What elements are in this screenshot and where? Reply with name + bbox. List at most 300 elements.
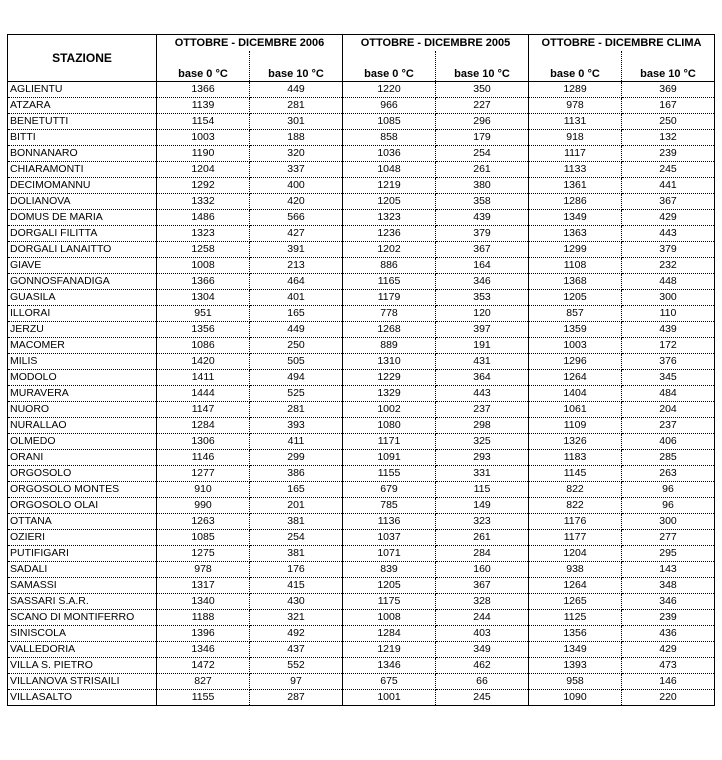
- value-cell: 1090: [529, 690, 622, 706]
- value-cell: 301: [250, 114, 343, 130]
- value-cell: 353: [436, 290, 529, 306]
- value-cell: 244: [436, 610, 529, 626]
- value-cell: 1085: [343, 114, 436, 130]
- value-cell: 167: [622, 98, 715, 114]
- value-cell: 1359: [529, 322, 622, 338]
- value-cell: 261: [436, 530, 529, 546]
- value-cell: 1263: [157, 514, 250, 530]
- table-row: [8, 290, 715, 306]
- value-cell: 1125: [529, 610, 622, 626]
- table-row: [8, 162, 715, 178]
- value-cell: 176: [250, 562, 343, 578]
- station-name-cell: BITTI: [8, 130, 157, 146]
- value-cell: 958: [529, 674, 622, 690]
- group-header-2005: OTTOBRE - DICEMBRE 2005: [343, 35, 529, 52]
- value-cell: 191: [436, 338, 529, 354]
- value-cell: 822: [529, 482, 622, 498]
- value-cell: 1204: [529, 546, 622, 562]
- value-cell: 1265: [529, 594, 622, 610]
- station-name-cell: ORANI: [8, 450, 157, 466]
- value-cell: 1155: [343, 466, 436, 482]
- value-cell: 1205: [343, 578, 436, 594]
- sub-header-2006-base10: base 10 °C: [250, 51, 343, 82]
- value-cell: 227: [436, 98, 529, 114]
- value-cell: 298: [436, 418, 529, 434]
- value-cell: 1146: [157, 450, 250, 466]
- value-cell: 448: [622, 274, 715, 290]
- value-cell: 115: [436, 482, 529, 498]
- value-cell: 966: [343, 98, 436, 114]
- table-row: [8, 370, 715, 386]
- value-cell: 220: [622, 690, 715, 706]
- value-cell: 990: [157, 498, 250, 514]
- value-cell: 96: [622, 498, 715, 514]
- value-cell: 323: [436, 514, 529, 530]
- value-cell: 261: [436, 162, 529, 178]
- value-cell: 439: [436, 210, 529, 226]
- station-name-cell: JERZU: [8, 322, 157, 338]
- value-cell: 165: [250, 306, 343, 322]
- value-cell: 1171: [343, 434, 436, 450]
- degree-days-table: [7, 34, 715, 706]
- value-cell: 1179: [343, 290, 436, 306]
- station-name-cell: AGLIENTU: [8, 82, 157, 98]
- table-row: [8, 578, 715, 594]
- value-cell: 1306: [157, 434, 250, 450]
- table-row: [8, 322, 715, 338]
- value-cell: 143: [622, 562, 715, 578]
- group-header-2006: OTTOBRE - DICEMBRE 2006: [157, 35, 343, 52]
- value-cell: 1003: [157, 130, 250, 146]
- table-row: [8, 514, 715, 530]
- value-cell: 293: [436, 450, 529, 466]
- table-row: [8, 402, 715, 418]
- value-cell: 1472: [157, 658, 250, 674]
- value-cell: 1332: [157, 194, 250, 210]
- value-cell: 1323: [343, 210, 436, 226]
- station-name-cell: CHIARAMONTI: [8, 162, 157, 178]
- value-cell: 1420: [157, 354, 250, 370]
- value-cell: 1275: [157, 546, 250, 562]
- table-row: [8, 146, 715, 162]
- station-name-cell: NUORO: [8, 402, 157, 418]
- value-cell: 277: [622, 530, 715, 546]
- value-cell: 1404: [529, 386, 622, 402]
- table-row: [8, 226, 715, 242]
- station-name-cell: VILLASALTO: [8, 690, 157, 706]
- value-cell: 97: [250, 674, 343, 690]
- value-cell: 427: [250, 226, 343, 242]
- station-name-cell: ORGOSOLO: [8, 466, 157, 482]
- value-cell: 237: [622, 418, 715, 434]
- station-name-cell: SINISCOLA: [8, 626, 157, 642]
- table-row: [8, 98, 715, 114]
- value-cell: 415: [250, 578, 343, 594]
- station-name-cell: MURAVERA: [8, 386, 157, 402]
- value-cell: 1205: [343, 194, 436, 210]
- value-cell: 381: [250, 546, 343, 562]
- value-cell: 149: [436, 498, 529, 514]
- value-cell: 376: [622, 354, 715, 370]
- station-name-cell: SADALI: [8, 562, 157, 578]
- value-cell: 1292: [157, 178, 250, 194]
- value-cell: 337: [250, 162, 343, 178]
- value-cell: 346: [622, 594, 715, 610]
- value-cell: 938: [529, 562, 622, 578]
- station-name-cell: ATZARA: [8, 98, 157, 114]
- value-cell: 1176: [529, 514, 622, 530]
- value-cell: 400: [250, 178, 343, 194]
- value-cell: 505: [250, 354, 343, 370]
- station-name-cell: DORGALI FILITTA: [8, 226, 157, 242]
- value-cell: 1139: [157, 98, 250, 114]
- value-cell: 1356: [529, 626, 622, 642]
- table-row: [8, 386, 715, 402]
- station-name-cell: GIAVE: [8, 258, 157, 274]
- value-cell: 358: [436, 194, 529, 210]
- value-cell: 886: [343, 258, 436, 274]
- value-cell: 1393: [529, 658, 622, 674]
- value-cell: 1165: [343, 274, 436, 290]
- value-cell: 566: [250, 210, 343, 226]
- value-cell: 1219: [343, 178, 436, 194]
- value-cell: 300: [622, 514, 715, 530]
- station-column-header: STAZIONE: [8, 35, 157, 82]
- station-name-cell: OLMEDO: [8, 434, 157, 450]
- value-cell: 462: [436, 658, 529, 674]
- value-cell: 1155: [157, 690, 250, 706]
- station-name-cell: NURALLAO: [8, 418, 157, 434]
- value-cell: 254: [436, 146, 529, 162]
- value-cell: 436: [622, 626, 715, 642]
- value-cell: 492: [250, 626, 343, 642]
- value-cell: 1002: [343, 402, 436, 418]
- value-cell: 1036: [343, 146, 436, 162]
- value-cell: 1349: [529, 642, 622, 658]
- table-row: [8, 114, 715, 130]
- value-cell: 1202: [343, 242, 436, 258]
- value-cell: 299: [250, 450, 343, 466]
- value-cell: 1284: [157, 418, 250, 434]
- value-cell: 350: [436, 82, 529, 98]
- station-name-cell: ORGOSOLO MONTES: [8, 482, 157, 498]
- table-row: [8, 482, 715, 498]
- value-cell: 1086: [157, 338, 250, 354]
- station-name-cell: DOMUS DE MARIA: [8, 210, 157, 226]
- value-cell: 1131: [529, 114, 622, 130]
- station-name-cell: BENETUTTI: [8, 114, 157, 130]
- value-cell: 1349: [529, 210, 622, 226]
- value-cell: 1190: [157, 146, 250, 162]
- value-cell: 443: [622, 226, 715, 242]
- value-cell: 1188: [157, 610, 250, 626]
- value-cell: 250: [250, 338, 343, 354]
- station-name-cell: GUASILA: [8, 290, 157, 306]
- value-cell: 1289: [529, 82, 622, 98]
- value-cell: 406: [622, 434, 715, 450]
- table-row: [8, 594, 715, 610]
- value-cell: 331: [436, 466, 529, 482]
- value-cell: 110: [622, 306, 715, 322]
- station-name-cell: DECIMOMANNU: [8, 178, 157, 194]
- value-cell: 403: [436, 626, 529, 642]
- value-cell: 494: [250, 370, 343, 386]
- sub-header-2006-base0: base 0 °C: [157, 51, 250, 82]
- value-cell: 1363: [529, 226, 622, 242]
- value-cell: 320: [250, 146, 343, 162]
- value-cell: 1037: [343, 530, 436, 546]
- value-cell: 525: [250, 386, 343, 402]
- station-name-cell: SASSARI S.A.R.: [8, 594, 157, 610]
- value-cell: 1061: [529, 402, 622, 418]
- value-cell: 420: [250, 194, 343, 210]
- value-cell: 364: [436, 370, 529, 386]
- value-cell: 345: [622, 370, 715, 386]
- station-name-cell: VILLANOVA STRISAILI: [8, 674, 157, 690]
- value-cell: 1444: [157, 386, 250, 402]
- value-cell: 397: [436, 322, 529, 338]
- value-cell: 172: [622, 338, 715, 354]
- value-cell: 348: [622, 578, 715, 594]
- value-cell: 1296: [529, 354, 622, 370]
- value-cell: 346: [436, 274, 529, 290]
- value-cell: 429: [622, 642, 715, 658]
- sub-header-clima-base10: base 10 °C: [622, 51, 715, 82]
- value-cell: 295: [622, 546, 715, 562]
- value-cell: 1008: [343, 610, 436, 626]
- table-row: [8, 434, 715, 450]
- value-cell: 239: [622, 610, 715, 626]
- value-cell: 1109: [529, 418, 622, 434]
- value-cell: 1326: [529, 434, 622, 450]
- table-row: [8, 466, 715, 482]
- table-row: [8, 546, 715, 562]
- value-cell: 449: [250, 322, 343, 338]
- value-cell: 918: [529, 130, 622, 146]
- value-cell: 1284: [343, 626, 436, 642]
- value-cell: 1361: [529, 178, 622, 194]
- sub-header-2005-base0: base 0 °C: [343, 51, 436, 82]
- value-cell: 443: [436, 386, 529, 402]
- value-cell: 1356: [157, 322, 250, 338]
- value-cell: 164: [436, 258, 529, 274]
- value-cell: 66: [436, 674, 529, 690]
- table-row: [8, 418, 715, 434]
- value-cell: 245: [436, 690, 529, 706]
- value-cell: 1003: [529, 338, 622, 354]
- table-row: [8, 562, 715, 578]
- value-cell: 858: [343, 130, 436, 146]
- value-cell: 204: [622, 402, 715, 418]
- value-cell: 1133: [529, 162, 622, 178]
- table-row: [8, 306, 715, 322]
- value-cell: 281: [250, 98, 343, 114]
- value-cell: 1258: [157, 242, 250, 258]
- station-name-cell: DOLIANOVA: [8, 194, 157, 210]
- value-cell: 464: [250, 274, 343, 290]
- value-cell: 1268: [343, 322, 436, 338]
- value-cell: 1145: [529, 466, 622, 482]
- station-name-cell: DORGALI LANAITTO: [8, 242, 157, 258]
- value-cell: 439: [622, 322, 715, 338]
- value-cell: 232: [622, 258, 715, 274]
- value-cell: 1323: [157, 226, 250, 242]
- value-cell: 254: [250, 530, 343, 546]
- value-cell: 386: [250, 466, 343, 482]
- value-cell: 367: [436, 578, 529, 594]
- table-body: [8, 82, 715, 706]
- table-row: [8, 354, 715, 370]
- value-cell: 391: [250, 242, 343, 258]
- value-cell: 188: [250, 130, 343, 146]
- table-row: [8, 498, 715, 514]
- value-cell: 263: [622, 466, 715, 482]
- station-name-cell: MILIS: [8, 354, 157, 370]
- sub-header-2005-base10: base 10 °C: [436, 51, 529, 82]
- value-cell: 429: [622, 210, 715, 226]
- value-cell: 1299: [529, 242, 622, 258]
- value-cell: 165: [250, 482, 343, 498]
- value-cell: 552: [250, 658, 343, 674]
- value-cell: 281: [250, 402, 343, 418]
- value-cell: 1346: [343, 658, 436, 674]
- value-cell: 1048: [343, 162, 436, 178]
- value-cell: 951: [157, 306, 250, 322]
- value-cell: 96: [622, 482, 715, 498]
- table-row: [8, 258, 715, 274]
- value-cell: 393: [250, 418, 343, 434]
- value-cell: 411: [250, 434, 343, 450]
- table-row: [8, 690, 715, 706]
- value-cell: 1236: [343, 226, 436, 242]
- value-cell: 250: [622, 114, 715, 130]
- value-cell: 160: [436, 562, 529, 578]
- value-cell: 1108: [529, 258, 622, 274]
- value-cell: 1286: [529, 194, 622, 210]
- table-row: [8, 642, 715, 658]
- value-cell: 284: [436, 546, 529, 562]
- value-cell: 857: [529, 306, 622, 322]
- value-cell: 120: [436, 306, 529, 322]
- table-row: [8, 130, 715, 146]
- value-cell: 201: [250, 498, 343, 514]
- station-name-cell: VALLEDORIA: [8, 642, 157, 658]
- station-name-cell: SAMASSI: [8, 578, 157, 594]
- value-cell: 484: [622, 386, 715, 402]
- value-cell: 179: [436, 130, 529, 146]
- value-cell: 1205: [529, 290, 622, 306]
- value-cell: 1264: [529, 370, 622, 386]
- value-cell: 1080: [343, 418, 436, 434]
- value-cell: 1204: [157, 162, 250, 178]
- value-cell: 1001: [343, 690, 436, 706]
- value-cell: 1220: [343, 82, 436, 98]
- table-row: [8, 658, 715, 674]
- value-cell: 380: [436, 178, 529, 194]
- value-cell: 1085: [157, 530, 250, 546]
- value-cell: 1136: [343, 514, 436, 530]
- value-cell: 349: [436, 642, 529, 658]
- value-cell: 778: [343, 306, 436, 322]
- value-cell: 132: [622, 130, 715, 146]
- value-cell: 1486: [157, 210, 250, 226]
- value-cell: 441: [622, 178, 715, 194]
- value-cell: 675: [343, 674, 436, 690]
- table-row: [8, 194, 715, 210]
- value-cell: 300: [622, 290, 715, 306]
- value-cell: 1396: [157, 626, 250, 642]
- table-row: [8, 626, 715, 642]
- station-name-cell: MODOLO: [8, 370, 157, 386]
- table-row: [8, 242, 715, 258]
- station-name-cell: OTTANA: [8, 514, 157, 530]
- value-cell: 1264: [529, 578, 622, 594]
- value-cell: 239: [622, 146, 715, 162]
- value-cell: 296: [436, 114, 529, 130]
- value-cell: 245: [622, 162, 715, 178]
- value-cell: 1277: [157, 466, 250, 482]
- value-cell: 1229: [343, 370, 436, 386]
- table-row: [8, 530, 715, 546]
- station-name-cell: VILLA S. PIETRO: [8, 658, 157, 674]
- value-cell: 321: [250, 610, 343, 626]
- station-name-cell: MACOMER: [8, 338, 157, 354]
- value-cell: 785: [343, 498, 436, 514]
- value-cell: 1147: [157, 402, 250, 418]
- group-header-row: [8, 35, 715, 52]
- value-cell: 401: [250, 290, 343, 306]
- value-cell: 1317: [157, 578, 250, 594]
- value-cell: 889: [343, 338, 436, 354]
- value-cell: 1340: [157, 594, 250, 610]
- value-cell: 679: [343, 482, 436, 498]
- value-cell: 1366: [157, 274, 250, 290]
- value-cell: 431: [436, 354, 529, 370]
- value-cell: 213: [250, 258, 343, 274]
- value-cell: 325: [436, 434, 529, 450]
- station-name-cell: SCANO DI MONTIFERRO: [8, 610, 157, 626]
- value-cell: 449: [250, 82, 343, 98]
- table-row: [8, 338, 715, 354]
- value-cell: 146: [622, 674, 715, 690]
- value-cell: 822: [529, 498, 622, 514]
- group-header-clima: OTTOBRE - DICEMBRE CLIMA: [541, 37, 702, 49]
- value-cell: 1310: [343, 354, 436, 370]
- value-cell: 1346: [157, 642, 250, 658]
- station-name-cell: PUTIFIGARI: [8, 546, 157, 562]
- station-name-cell: OZIERI: [8, 530, 157, 546]
- value-cell: 1183: [529, 450, 622, 466]
- table-row: [8, 178, 715, 194]
- value-cell: 1304: [157, 290, 250, 306]
- value-cell: 379: [436, 226, 529, 242]
- value-cell: 287: [250, 690, 343, 706]
- table-row: [8, 610, 715, 626]
- station-name-cell: ORGOSOLO OLAI: [8, 498, 157, 514]
- value-cell: 381: [250, 514, 343, 530]
- value-cell: 430: [250, 594, 343, 610]
- value-cell: 367: [436, 242, 529, 258]
- sub-header-clima-base0: base 0 °C: [529, 51, 622, 82]
- value-cell: 285: [622, 450, 715, 466]
- value-cell: 978: [529, 98, 622, 114]
- value-cell: 1071: [343, 546, 436, 562]
- value-cell: 367: [622, 194, 715, 210]
- value-cell: 379: [622, 242, 715, 258]
- value-cell: 1329: [343, 386, 436, 402]
- value-cell: 1219: [343, 642, 436, 658]
- value-cell: 369: [622, 82, 715, 98]
